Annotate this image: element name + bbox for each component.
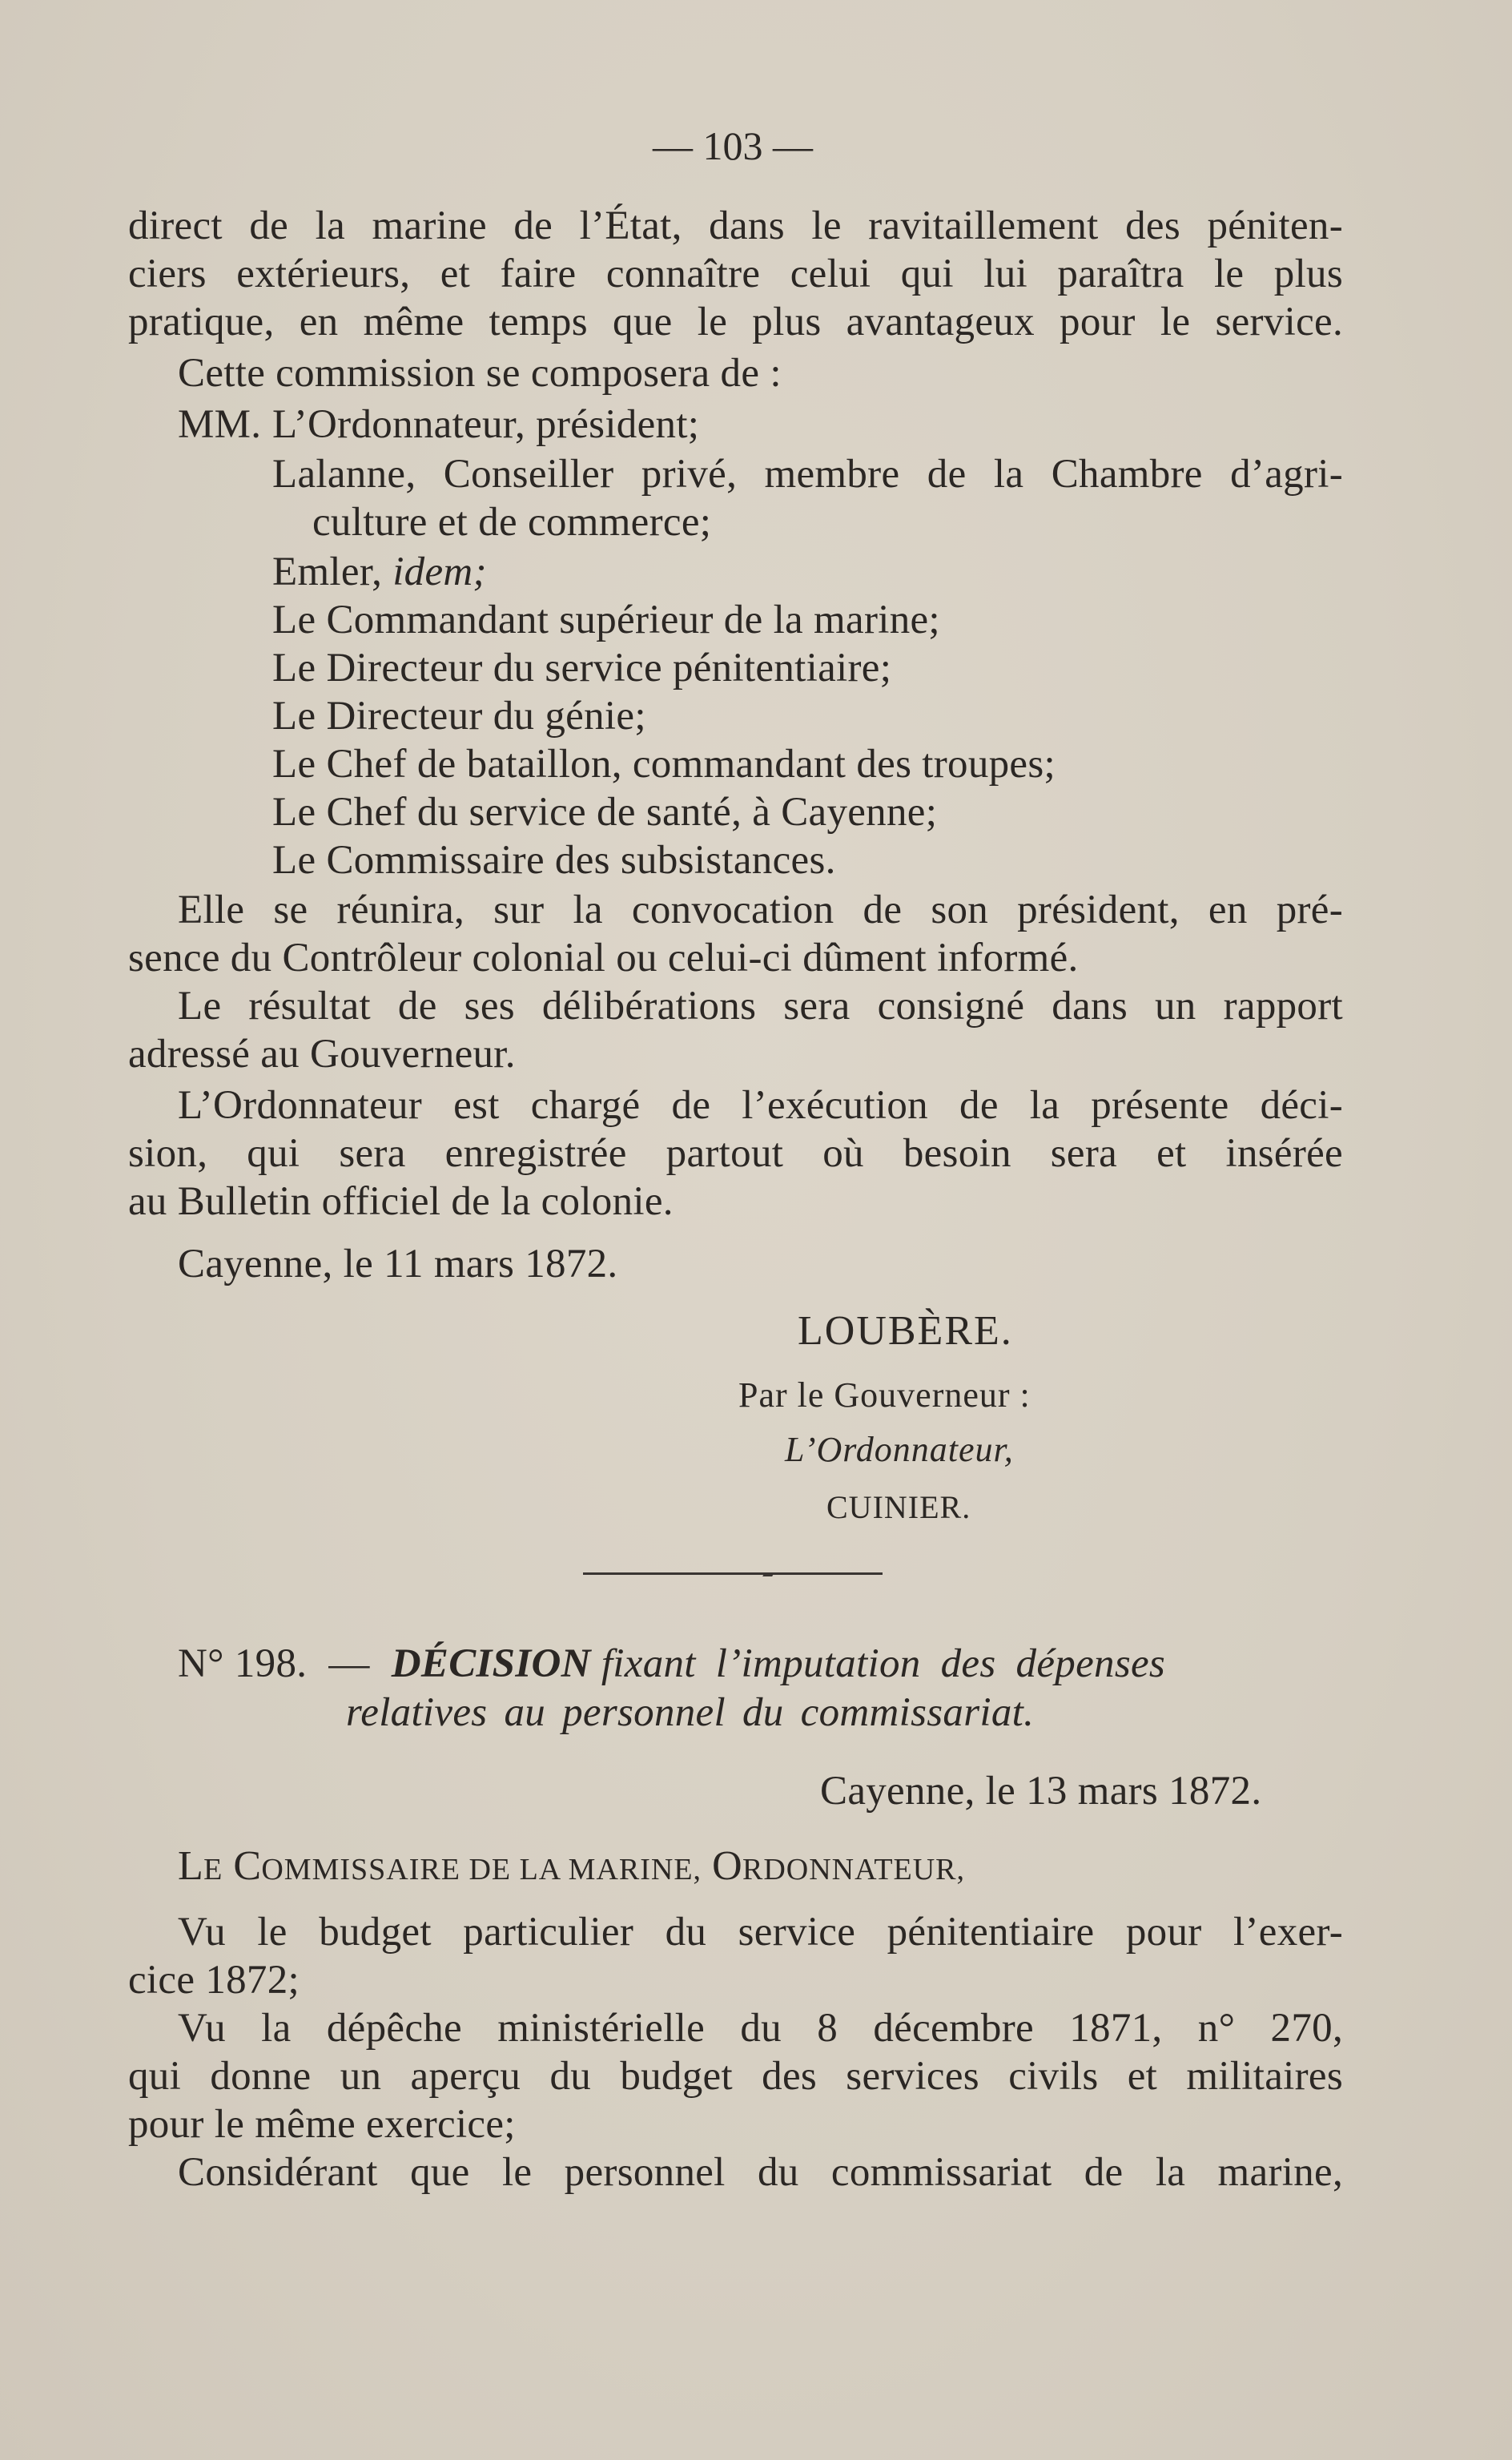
member-line: Le Directeur du service pénitentiaire; bbox=[272, 646, 892, 690]
page-number: — 103 — bbox=[653, 123, 813, 168]
decision-title: fixant l’imputation des dépenses bbox=[601, 1641, 1166, 1686]
decision-title-line-2: relatives au personnel du commissariat. bbox=[346, 1690, 1035, 1735]
text-line: Vu la dépêche ministérielle du 8 décembre 1871, n° 270, bbox=[178, 2006, 1343, 2051]
member-line: culture et de commerce; bbox=[312, 500, 712, 545]
text-line: adressé au Gouverneur. bbox=[128, 1032, 516, 1077]
text-line: Elle se réunira, sur la convocation de son président, en pré- bbox=[178, 888, 1343, 932]
member-name: Emler, bbox=[272, 550, 383, 594]
text-line: au Bulletin officiel de la colonie. bbox=[128, 1179, 674, 1224]
text-line: Vu le budget particulier du service pénitentiaire pour l’exer- bbox=[178, 1910, 1343, 1955]
member-line: Le Chef de bataillon, commandant des troupes; bbox=[272, 742, 1056, 787]
decision-keyword: DÉCISION bbox=[391, 1641, 591, 1686]
text-line: direct de la marine de l’État, dans le ravitaillement des péniten- bbox=[128, 203, 1343, 248]
member-line: L’Ordonnateur, président; bbox=[272, 402, 700, 447]
text-line: pour le même exercice; bbox=[128, 2102, 516, 2147]
decision-title-line bbox=[178, 1640, 1299, 1688]
heading-cap: O bbox=[712, 1843, 742, 1889]
member-line: Le Commandant supérieur de la marine; bbox=[272, 598, 940, 642]
text-line: cice 1872; bbox=[128, 1958, 300, 2003]
heading-rest: OMMISSAIRE DE LA MARINE, bbox=[261, 1853, 702, 1886]
text-line: Le résultat de ses délibérations sera consigné dans un rapport bbox=[178, 984, 1343, 1029]
signature-name: LOUBÈRE. bbox=[798, 1308, 1013, 1354]
text-line: Cette commission se composera de : bbox=[178, 351, 782, 396]
text-line: sion, qui sera enregistrée partout où besoin sera et insérée bbox=[128, 1131, 1343, 1176]
text-line: L’Ordonnateur est chargé de l’exécution de la présente déci- bbox=[178, 1083, 1343, 1128]
heading-rest: E bbox=[203, 1853, 223, 1886]
signature-role: L’Ordonnateur, bbox=[785, 1430, 1014, 1469]
text-line: sence du Contrôleur colonial ou celui-ci dûment informé. bbox=[128, 936, 1079, 980]
text-line: qui donne un aperçu du budget des services civils et militaires bbox=[128, 2054, 1343, 2099]
signature-signer: CUINIER. bbox=[826, 1489, 971, 1525]
separator-rule bbox=[583, 1572, 883, 1575]
member-line bbox=[272, 548, 1343, 596]
decision-dash: — bbox=[328, 1641, 370, 1686]
members-prefix: MM. bbox=[178, 402, 262, 447]
text-line: ciers extérieurs, et faire connaître celui qui lui paraîtra le plus bbox=[128, 252, 1343, 296]
date-line: Cayenne, le 13 mars 1872. bbox=[820, 1769, 1262, 1814]
heading-cap: C bbox=[233, 1843, 262, 1889]
member-idem: idem; bbox=[392, 550, 487, 594]
member-line: Le Chef du service de santé, à Cayenne; bbox=[272, 790, 938, 835]
section-heading bbox=[178, 1842, 1299, 1894]
date-line: Cayenne, le 11 mars 1872. bbox=[178, 1242, 618, 1286]
member-line: Le Directeur du génie; bbox=[272, 694, 646, 739]
member-line: Lalanne, Conseiller privé, membre de la Chambre d’agri- bbox=[272, 452, 1343, 497]
text-line: Considérant que le personnel du commissariat de la marine, bbox=[178, 2150, 1343, 2195]
heading-cap: L bbox=[178, 1843, 204, 1889]
member-line: Le Commissaire des subsistances. bbox=[272, 838, 836, 883]
heading-rest: RDONNATEUR, bbox=[742, 1853, 966, 1886]
text-line: pratique, en même temps que le plus avantageux pour le service. bbox=[128, 300, 1343, 344]
signature-par: Par le Gouverneur : bbox=[738, 1375, 1031, 1415]
decision-number: N° 198. bbox=[178, 1641, 308, 1686]
